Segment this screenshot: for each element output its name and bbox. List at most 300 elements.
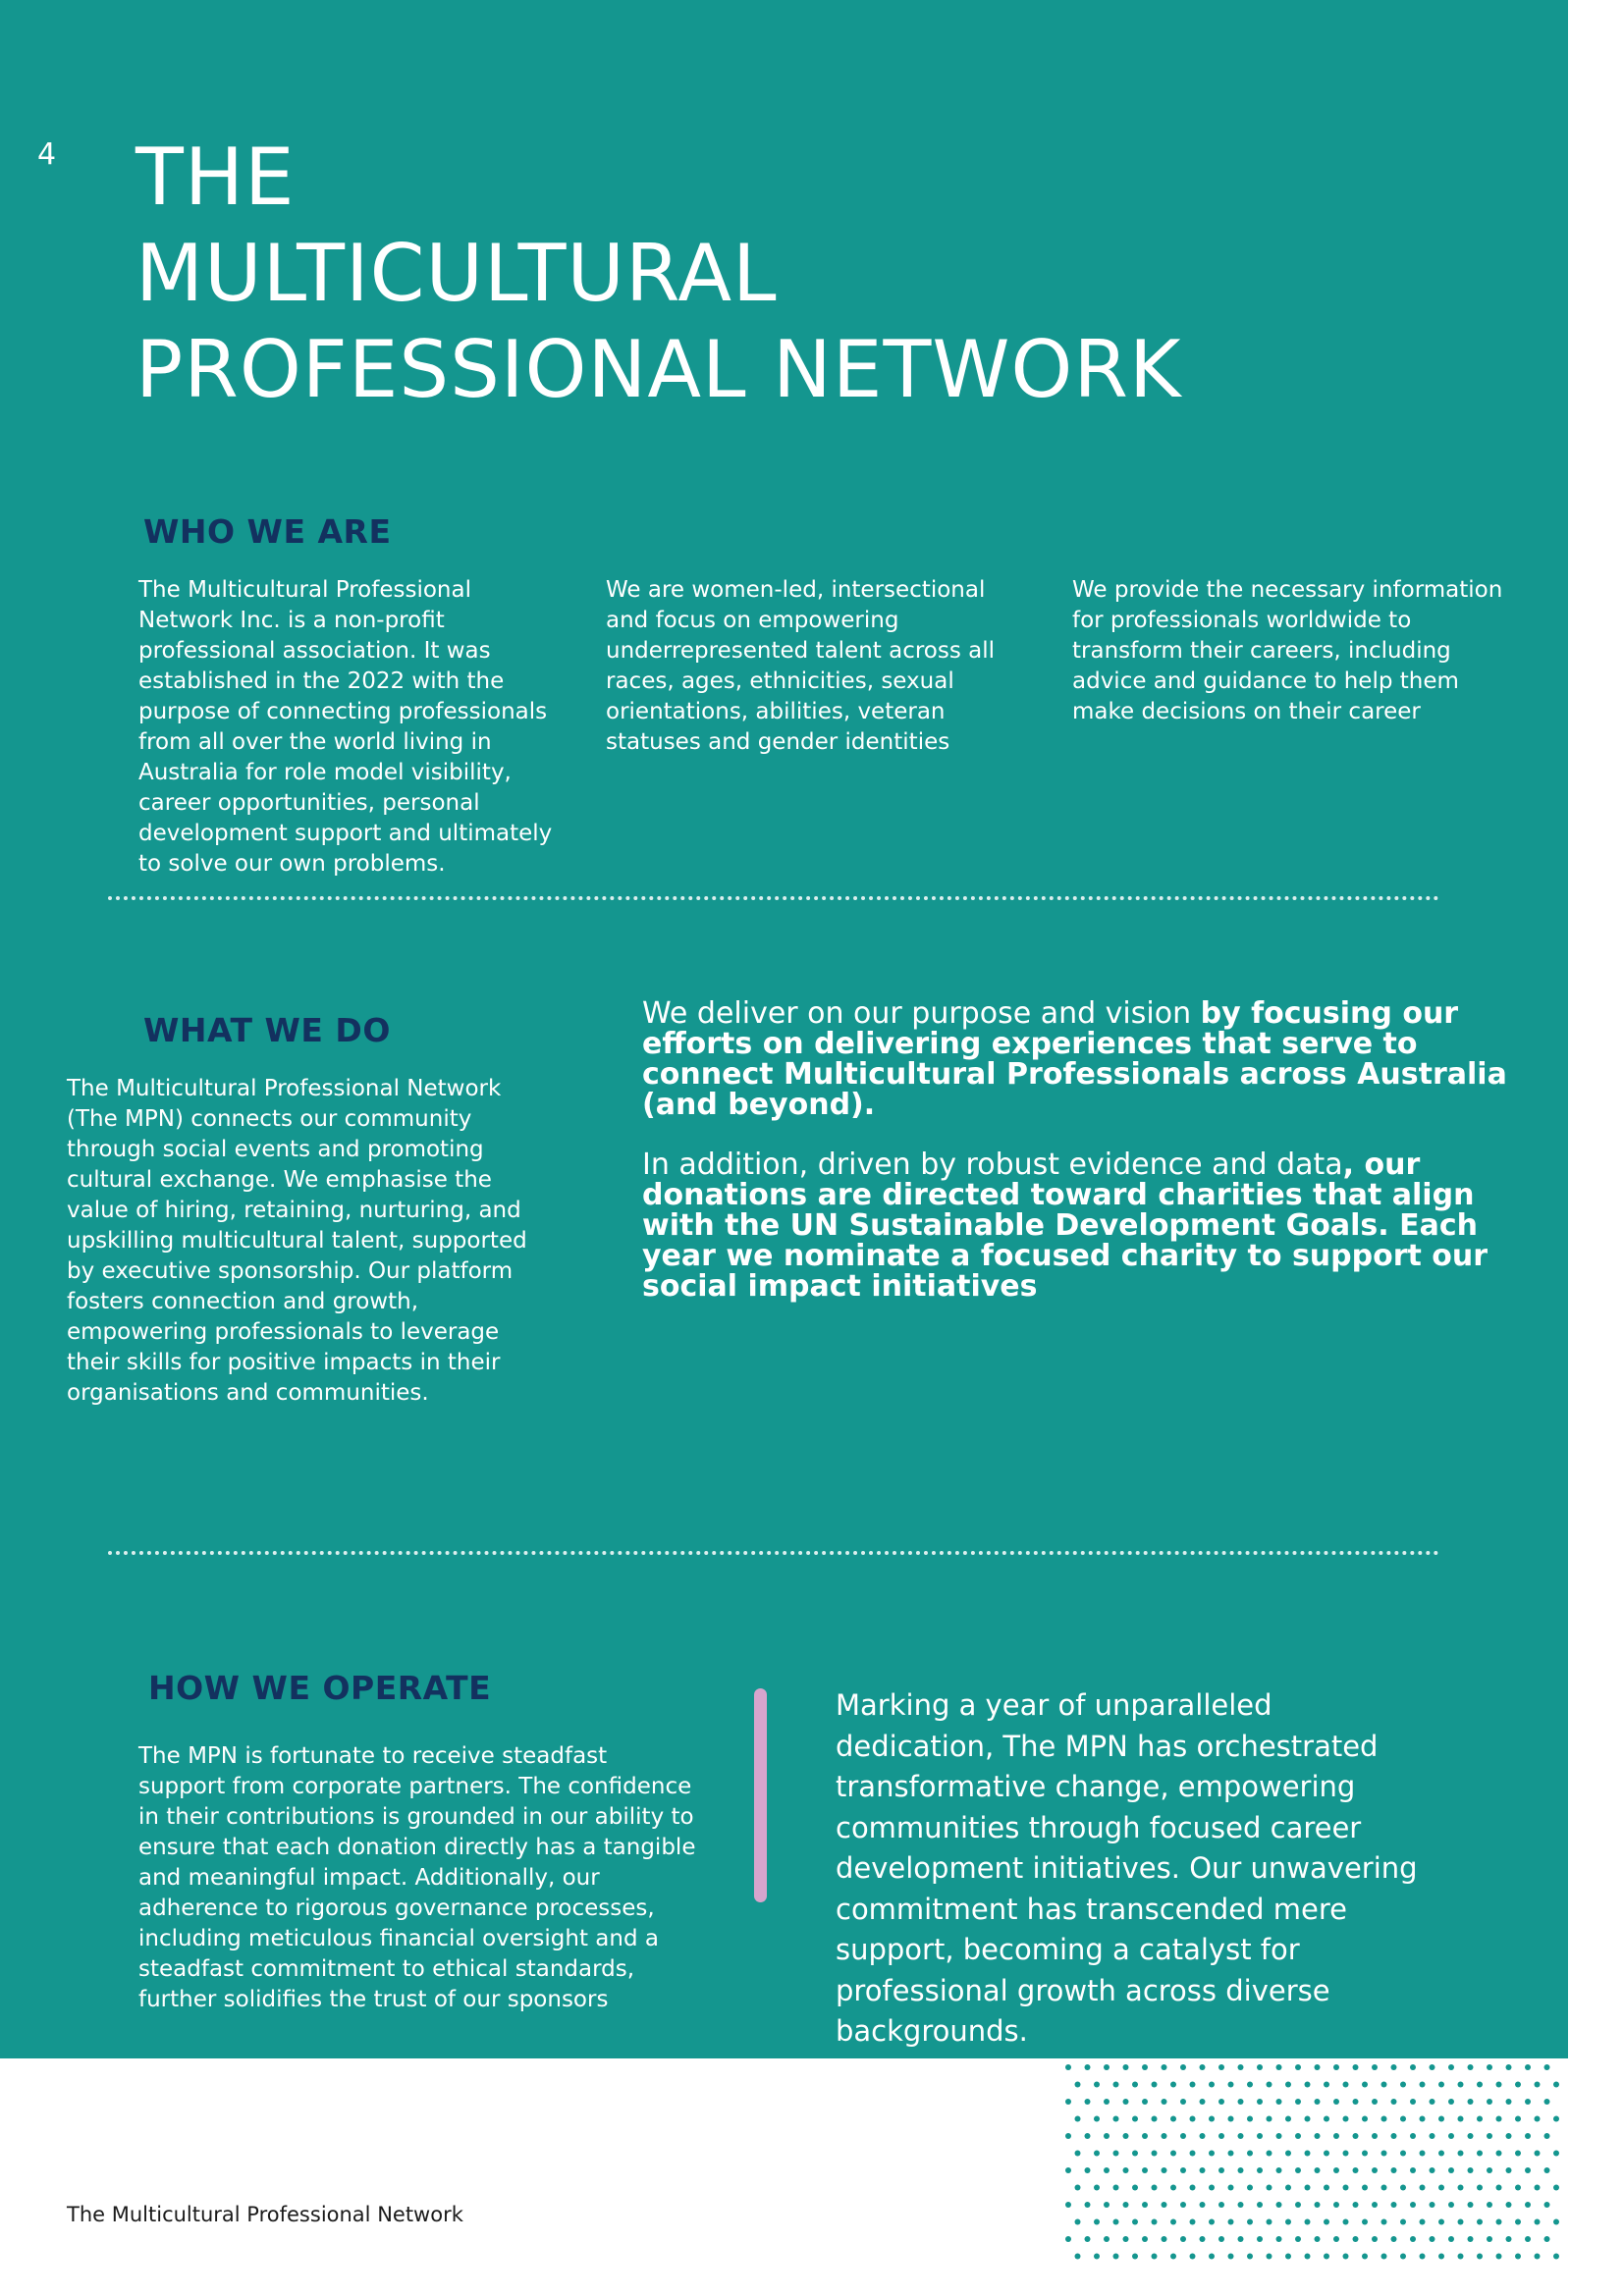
pattern-dot xyxy=(1458,2219,1464,2225)
pattern-dot xyxy=(1362,2082,1368,2088)
pattern-dot xyxy=(1228,2185,1234,2191)
pattern-dot xyxy=(1315,2133,1321,2139)
pattern-dot xyxy=(1085,2236,1091,2242)
pattern-dot xyxy=(1142,2236,1148,2242)
pattern-dot xyxy=(1267,2254,1272,2260)
pattern-dot xyxy=(1324,2116,1329,2122)
pattern-dot xyxy=(1267,2116,1272,2122)
pattern-dot xyxy=(1468,2167,1474,2173)
pattern-dot xyxy=(1448,2099,1454,2105)
pattern-dot xyxy=(1372,2202,1378,2208)
pattern-dot xyxy=(1305,2185,1311,2191)
pattern-dot xyxy=(1104,2064,1110,2070)
pattern-dot xyxy=(1477,2254,1483,2260)
pattern-dot xyxy=(1285,2254,1291,2260)
pattern-dot xyxy=(1152,2116,1158,2122)
pattern-dot xyxy=(1315,2236,1321,2242)
pattern-dot xyxy=(1075,2082,1081,2088)
pattern-dot xyxy=(1448,2202,1454,2208)
pattern-dot xyxy=(1247,2254,1253,2260)
pattern-dot xyxy=(1162,2202,1167,2208)
pattern-dot xyxy=(1410,2236,1416,2242)
pattern-dot xyxy=(1132,2219,1138,2225)
pattern-dot xyxy=(1218,2099,1224,2105)
footer-organisation-name: The Multicultural Professional Network xyxy=(67,2203,463,2226)
pattern-dot xyxy=(1104,2167,1110,2173)
pattern-dot xyxy=(1190,2254,1196,2260)
impact-quote: Marking a year of unparalleled dedication, The MPN has orchestrated transformative change, empowering communities through focused career development initiatives. Our unwavering commitment has transcended mere support, becoming a catalyst for professional growth across diverse backgrounds. xyxy=(836,1688,1418,2048)
pattern-dot xyxy=(1353,2099,1359,2105)
pattern-dot xyxy=(1247,2219,1253,2225)
pattern-dot xyxy=(1228,2219,1234,2225)
pattern-dot xyxy=(1515,2082,1521,2088)
pattern-dot xyxy=(1553,2219,1559,2225)
pattern-dot xyxy=(1400,2254,1406,2260)
pattern-dot xyxy=(1438,2151,1444,2157)
pattern-dot xyxy=(1295,2064,1301,2070)
pattern-dot xyxy=(1200,2167,1206,2173)
pattern-dot xyxy=(1343,2082,1349,2088)
pattern-dot xyxy=(1276,2133,1282,2139)
pattern-dot xyxy=(1238,2133,1244,2139)
pattern-dot xyxy=(1458,2254,1464,2260)
pattern-dot xyxy=(1170,2185,1176,2191)
pattern-dot xyxy=(1535,2185,1541,2191)
pattern-dot xyxy=(1496,2219,1502,2225)
pattern-dot xyxy=(1075,2219,1081,2225)
pattern-dot xyxy=(1170,2151,1176,2157)
pattern-dot xyxy=(1535,2151,1541,2157)
pattern-dot xyxy=(1468,2099,1474,2105)
pattern-dot xyxy=(1132,2116,1138,2122)
pattern-dot xyxy=(1458,2082,1464,2088)
purpose-statement xyxy=(642,998,1555,1120)
pattern-dot xyxy=(1257,2167,1263,2173)
pattern-dot xyxy=(1400,2219,1406,2225)
pattern-dot xyxy=(1515,2185,1521,2191)
pattern-dot xyxy=(1170,2116,1176,2122)
pattern-dot xyxy=(1544,2064,1550,2070)
pattern-dot xyxy=(1515,2116,1521,2122)
pattern-dot xyxy=(1162,2064,1167,2070)
pattern-dot xyxy=(1506,2099,1512,2105)
pattern-dot xyxy=(1295,2236,1301,2242)
pattern-dot xyxy=(1381,2082,1387,2088)
pattern-dot xyxy=(1152,2254,1158,2260)
pattern-dot xyxy=(1487,2099,1492,2105)
pattern-dot xyxy=(1496,2082,1502,2088)
pattern-dot xyxy=(1209,2151,1215,2157)
pattern-dot xyxy=(1487,2167,1492,2173)
pattern-dot xyxy=(1152,2185,1158,2191)
pattern-dot xyxy=(1525,2236,1531,2242)
pattern-dot xyxy=(1065,2133,1071,2139)
pattern-dot xyxy=(1238,2099,1244,2105)
pattern-dot xyxy=(1553,2082,1559,2088)
pattern-dot xyxy=(1113,2082,1119,2088)
pattern-dot xyxy=(1487,2064,1492,2070)
what-we-do-heading: WHAT WE DO xyxy=(143,1011,391,1049)
pattern-dot xyxy=(1152,2082,1158,2088)
pattern-dot xyxy=(1353,2167,1359,2173)
pattern-dot xyxy=(1343,2116,1349,2122)
pattern-dot xyxy=(1458,2151,1464,2157)
pattern-dot xyxy=(1180,2064,1186,2070)
pattern-dot xyxy=(1305,2219,1311,2225)
pattern-dot xyxy=(1142,2202,1148,2208)
pattern-dot xyxy=(1381,2116,1387,2122)
pattern-dot xyxy=(1276,2064,1282,2070)
pattern-dot xyxy=(1190,2082,1196,2088)
pattern-dot xyxy=(1276,2236,1282,2242)
pattern-dot xyxy=(1487,2133,1492,2139)
pattern-dot xyxy=(1065,2167,1071,2173)
pattern-dot xyxy=(1228,2254,1234,2260)
pattern-dot xyxy=(1468,2236,1474,2242)
decorative-dot-pattern xyxy=(1064,2061,1569,2269)
how-we-operate-body: The MPN is fortunate to receive steadfast support from corporate partners. The confidence in their contributions is grounded in our ability to ensure that each donation directly has a tangible and meaningful impact. Additionally, our adherence to rigorous governance processes, including meticulous financial oversight and a steadfast commitment to ethical standards, further solidifies the trust of our sponsors xyxy=(138,1743,696,2012)
pattern-dot xyxy=(1381,2185,1387,2191)
pattern-dot xyxy=(1430,2133,1435,2139)
pattern-dot xyxy=(1420,2082,1426,2088)
pattern-dot xyxy=(1324,2151,1329,2157)
pattern-dot xyxy=(1085,2202,1091,2208)
pattern-dot xyxy=(1343,2185,1349,2191)
pattern-dot xyxy=(1085,2133,1091,2139)
pattern-dot xyxy=(1535,2082,1541,2088)
pattern-dot xyxy=(1257,2099,1263,2105)
pattern-dot xyxy=(1553,2151,1559,2157)
pattern-dot xyxy=(1544,2133,1550,2139)
pattern-dot xyxy=(1094,2116,1100,2122)
pattern-dot xyxy=(1353,2236,1359,2242)
pattern-dot xyxy=(1468,2064,1474,2070)
pattern-dot xyxy=(1123,2236,1129,2242)
pattern-dot xyxy=(1438,2082,1444,2088)
pattern-dot xyxy=(1410,2064,1416,2070)
pattern-dot xyxy=(1430,2064,1435,2070)
pattern-dot xyxy=(1430,2167,1435,2173)
pattern-dot xyxy=(1458,2116,1464,2122)
pattern-dot xyxy=(1477,2185,1483,2191)
pattern-dot xyxy=(1324,2219,1329,2225)
pattern-dot xyxy=(1343,2254,1349,2260)
pattern-dot xyxy=(1180,2133,1186,2139)
pattern-dot xyxy=(1170,2082,1176,2088)
pattern-dot xyxy=(1075,2116,1081,2122)
pattern-dot xyxy=(1180,2167,1186,2173)
pattern-dot xyxy=(1487,2202,1492,2208)
pattern-dot xyxy=(1362,2116,1368,2122)
pattern-dot xyxy=(1400,2151,1406,2157)
pattern-dot xyxy=(1190,2151,1196,2157)
pattern-dot xyxy=(1458,2185,1464,2191)
pattern-dot xyxy=(1391,2202,1397,2208)
pattern-dot xyxy=(1410,2099,1416,2105)
pattern-dot xyxy=(1477,2219,1483,2225)
pattern-dot xyxy=(1477,2116,1483,2122)
pattern-dot xyxy=(1285,2185,1291,2191)
pattern-dot xyxy=(1200,2133,1206,2139)
pattern-dot xyxy=(1420,2185,1426,2191)
who-we-are-column-3: We provide the necessary information for professionals worldwide to transform their careers, including advice and guidance to help them make decisions on their career xyxy=(1072,577,1503,724)
pattern-dot xyxy=(1152,2151,1158,2157)
pattern-dot xyxy=(1410,2202,1416,2208)
pattern-dot xyxy=(1209,2116,1215,2122)
section-divider-1 xyxy=(108,896,1439,900)
pattern-dot xyxy=(1257,2236,1263,2242)
pattern-dot xyxy=(1535,2116,1541,2122)
pattern-dot xyxy=(1113,2219,1119,2225)
pattern-dot xyxy=(1267,2219,1272,2225)
pattern-dot xyxy=(1525,2202,1531,2208)
pattern-dot xyxy=(1228,2151,1234,2157)
pattern-dot xyxy=(1324,2254,1329,2260)
pattern-dot xyxy=(1075,2254,1081,2260)
pattern-dot xyxy=(1085,2167,1091,2173)
pattern-dot xyxy=(1295,2202,1301,2208)
pattern-dot xyxy=(1438,2219,1444,2225)
pattern-dot xyxy=(1448,2133,1454,2139)
quote-accent-bar xyxy=(754,1688,767,1902)
pattern-dot xyxy=(1448,2236,1454,2242)
pattern-dot xyxy=(1162,2133,1167,2139)
pattern-dot xyxy=(1400,2185,1406,2191)
pattern-dot xyxy=(1142,2064,1148,2070)
pattern-dot xyxy=(1170,2219,1176,2225)
pattern-dot xyxy=(1553,2254,1559,2260)
pattern-dot xyxy=(1333,2133,1339,2139)
pattern-dot xyxy=(1506,2236,1512,2242)
pattern-dot xyxy=(1142,2099,1148,2105)
pattern-dot xyxy=(1257,2202,1263,2208)
pattern-dot xyxy=(1295,2133,1301,2139)
pattern-dot xyxy=(1353,2133,1359,2139)
pattern-dot xyxy=(1094,2185,1100,2191)
pattern-dot xyxy=(1190,2185,1196,2191)
pattern-dot xyxy=(1142,2167,1148,2173)
pattern-dot xyxy=(1544,2202,1550,2208)
pattern-dot xyxy=(1477,2151,1483,2157)
pattern-dot xyxy=(1285,2082,1291,2088)
pattern-dot xyxy=(1448,2167,1454,2173)
pattern-dot xyxy=(1391,2133,1397,2139)
pattern-dot xyxy=(1487,2236,1492,2242)
pattern-dot xyxy=(1506,2202,1512,2208)
pattern-dot xyxy=(1315,2202,1321,2208)
pattern-dot xyxy=(1496,2116,1502,2122)
pattern-dot xyxy=(1094,2254,1100,2260)
pattern-dot xyxy=(1094,2219,1100,2225)
pattern-dot xyxy=(1132,2254,1138,2260)
pattern-dot xyxy=(1200,2236,1206,2242)
pattern-dot xyxy=(1065,2064,1071,2070)
pattern-dot xyxy=(1372,2133,1378,2139)
title-line-3: PROFESSIONAL NETWORK xyxy=(135,324,1182,415)
pattern-dot xyxy=(1305,2254,1311,2260)
pattern-dot xyxy=(1132,2151,1138,2157)
pattern-dot xyxy=(1315,2167,1321,2173)
pattern-dot xyxy=(1430,2236,1435,2242)
pattern-dot xyxy=(1247,2082,1253,2088)
pattern-dot xyxy=(1525,2133,1531,2139)
title-line-2: MULTICULTURAL xyxy=(135,228,778,319)
pattern-dot xyxy=(1094,2082,1100,2088)
pattern-dot xyxy=(1276,2202,1282,2208)
pattern-dot xyxy=(1238,2202,1244,2208)
pattern-dot xyxy=(1218,2167,1224,2173)
pattern-dot xyxy=(1247,2185,1253,2191)
pattern-dot xyxy=(1324,2185,1329,2191)
pattern-dot xyxy=(1305,2151,1311,2157)
pattern-dot xyxy=(1477,2082,1483,2088)
pattern-dot xyxy=(1247,2151,1253,2157)
pattern-dot xyxy=(1400,2082,1406,2088)
who-we-are-column-2: We are women-led, intersectional and focus on empowering underrepresented talent across all races, ages, ethnicities, sexual orientations, abilities, veteran statuses and gender identities xyxy=(606,577,996,755)
pattern-dot xyxy=(1267,2185,1272,2191)
pattern-dot xyxy=(1200,2202,1206,2208)
pattern-dot xyxy=(1544,2167,1550,2173)
pattern-dot xyxy=(1257,2133,1263,2139)
pattern-dot xyxy=(1535,2219,1541,2225)
pattern-dot xyxy=(1438,2185,1444,2191)
pattern-dot xyxy=(1353,2064,1359,2070)
pattern-dot xyxy=(1228,2082,1234,2088)
purpose-statement-emphasis: by focusing our efforts on delivering experiences that serve to connect Multicultural Professionals across Australia (and beyond). xyxy=(642,996,1507,1122)
pattern-dot xyxy=(1430,2202,1435,2208)
pattern-dot xyxy=(1391,2167,1397,2173)
pattern-dot xyxy=(1104,2236,1110,2242)
pattern-dot xyxy=(1162,2167,1167,2173)
section-divider-2 xyxy=(108,1551,1439,1555)
pattern-dot xyxy=(1438,2116,1444,2122)
pattern-dot xyxy=(1391,2099,1397,2105)
pattern-dot xyxy=(1267,2082,1272,2088)
who-we-are-heading: WHO WE ARE xyxy=(143,512,392,551)
pattern-dot xyxy=(1333,2064,1339,2070)
pattern-dot xyxy=(1362,2219,1368,2225)
pattern-dot xyxy=(1343,2219,1349,2225)
pattern-dot xyxy=(1544,2236,1550,2242)
donation-statement xyxy=(642,1149,1555,1302)
pattern-dot xyxy=(1295,2167,1301,2173)
pattern-dot xyxy=(1285,2116,1291,2122)
pattern-dot xyxy=(1525,2064,1531,2070)
pattern-dot xyxy=(1190,2116,1196,2122)
donation-statement-lead: In addition, driven by robust evidence and data xyxy=(642,1148,1343,1182)
pattern-dot xyxy=(1247,2116,1253,2122)
purpose-statement-lead: We deliver on our purpose and vision xyxy=(642,996,1201,1031)
pattern-dot xyxy=(1381,2219,1387,2225)
pattern-dot xyxy=(1333,2167,1339,2173)
pattern-dot xyxy=(1200,2064,1206,2070)
pattern-dot xyxy=(1420,2151,1426,2157)
pattern-dot xyxy=(1448,2064,1454,2070)
pattern-dot xyxy=(1238,2064,1244,2070)
pattern-dot xyxy=(1162,2099,1167,2105)
pattern-dot xyxy=(1553,2116,1559,2122)
pattern-dot xyxy=(1362,2151,1368,2157)
pattern-dot xyxy=(1123,2202,1129,2208)
pattern-dot xyxy=(1085,2064,1091,2070)
pattern-dot xyxy=(1218,2064,1224,2070)
pattern-dot xyxy=(1285,2219,1291,2225)
pattern-dot xyxy=(1180,2202,1186,2208)
pattern-dot xyxy=(1535,2254,1541,2260)
pattern-dot xyxy=(1381,2254,1387,2260)
donation-statement-emphasis: , our donations are directed toward charities that align with the UN Sustainable Development Goals. Each year we nominate a focused charity to support our social impact initiatives xyxy=(642,1148,1489,1304)
pattern-dot xyxy=(1267,2151,1272,2157)
pattern-dot xyxy=(1305,2082,1311,2088)
pattern-dot xyxy=(1113,2254,1119,2260)
pattern-dot xyxy=(1372,2064,1378,2070)
pattern-dot xyxy=(1372,2099,1378,2105)
pattern-dot xyxy=(1094,2151,1100,2157)
pattern-dot xyxy=(1142,2133,1148,2139)
pattern-dot xyxy=(1391,2236,1397,2242)
pattern-dot xyxy=(1132,2082,1138,2088)
pattern-dot xyxy=(1257,2064,1263,2070)
pattern-dot xyxy=(1544,2099,1550,2105)
pattern-dot xyxy=(1276,2099,1282,2105)
pattern-dot xyxy=(1218,2202,1224,2208)
pattern-dot xyxy=(1075,2185,1081,2191)
what-we-do-statement xyxy=(642,998,1555,1331)
pattern-dot xyxy=(1333,2099,1339,2105)
pattern-dot xyxy=(1362,2185,1368,2191)
pattern-dot xyxy=(1372,2167,1378,2173)
pattern-dot xyxy=(1468,2202,1474,2208)
pattern-dot xyxy=(1506,2133,1512,2139)
what-we-do-body: The Multicultural Professional Network (The MPN) connects our community through social events and promoting cultural exchange. We emphasise the value of hiring, retaining, nurturing, and upskilling multicultural talent, supported by executive sponsorship. Our platform fosters connection and growth, empowering professionals to leverage their skills for positive impacts in their organisations and communities. xyxy=(67,1076,527,1406)
pattern-dot xyxy=(1075,2151,1081,2157)
pattern-dot xyxy=(1410,2167,1416,2173)
pattern-dot xyxy=(1553,2185,1559,2191)
pattern-dot xyxy=(1496,2254,1502,2260)
pattern-dot xyxy=(1238,2167,1244,2173)
pattern-dot xyxy=(1506,2064,1512,2070)
pattern-dot xyxy=(1104,2202,1110,2208)
pattern-dot xyxy=(1123,2133,1129,2139)
pattern-dot xyxy=(1104,2133,1110,2139)
pattern-dot xyxy=(1420,2116,1426,2122)
pattern-dot xyxy=(1362,2254,1368,2260)
pattern-dot xyxy=(1123,2064,1129,2070)
pattern-dot xyxy=(1372,2236,1378,2242)
pattern-dot xyxy=(1209,2082,1215,2088)
pattern-dot xyxy=(1315,2064,1321,2070)
pattern-dot xyxy=(1085,2099,1091,2105)
pattern-dot xyxy=(1162,2236,1167,2242)
pattern-dot xyxy=(1333,2202,1339,2208)
pattern-dot xyxy=(1276,2167,1282,2173)
pattern-dot xyxy=(1113,2185,1119,2191)
pattern-dot xyxy=(1515,2254,1521,2260)
pattern-dot xyxy=(1496,2185,1502,2191)
pattern-dot xyxy=(1180,2236,1186,2242)
pattern-dot xyxy=(1305,2116,1311,2122)
pattern-dot xyxy=(1238,2236,1244,2242)
pattern-dot xyxy=(1315,2099,1321,2105)
pattern-dot xyxy=(1209,2254,1215,2260)
pattern-dot xyxy=(1200,2099,1206,2105)
pattern-dot xyxy=(1430,2099,1435,2105)
pattern-dot xyxy=(1113,2116,1119,2122)
pattern-dot xyxy=(1104,2099,1110,2105)
pattern-dot xyxy=(1496,2151,1502,2157)
pattern-dot xyxy=(1218,2236,1224,2242)
pattern-dot xyxy=(1381,2151,1387,2157)
